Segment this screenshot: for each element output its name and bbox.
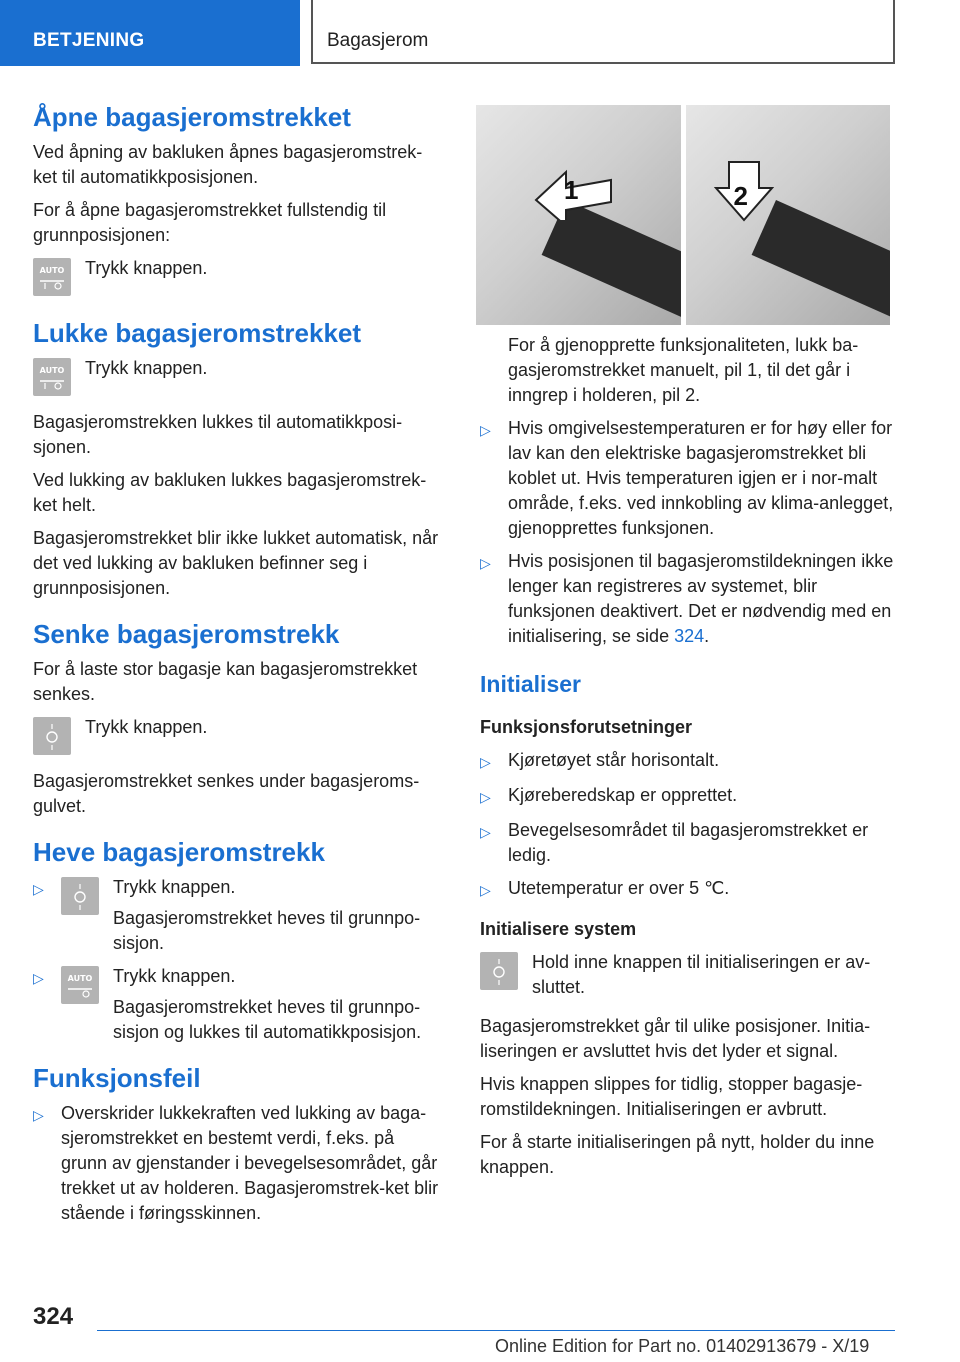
icon-instruction xyxy=(33,256,445,296)
paragraph: Ved lukking av bakluken lukkes bagasjeromstrek-ket helt. xyxy=(33,470,427,515)
page-number: 324 xyxy=(33,1303,74,1330)
bullet-text-end: . xyxy=(704,626,710,646)
subheading-prerequisites: Funksjonsforutsetninger xyxy=(480,717,693,737)
photo-panel-2 xyxy=(686,105,891,325)
bullet-triangle-icon: ▷ xyxy=(480,882,491,898)
lower-button-icon xyxy=(33,717,71,755)
edition-text: Online Edition for Part no. 01402913679 - X/19 xyxy=(495,1336,870,1356)
list-item xyxy=(33,875,445,956)
list-item xyxy=(480,876,895,903)
paragraph: For å starte initialiseringen på nytt, holder du inne knappen. xyxy=(480,1132,875,1177)
list-item xyxy=(480,549,895,649)
icon-instruction-text: Trykk knappen. xyxy=(85,358,208,378)
icon-instruction-text: Trykk knappen. xyxy=(85,717,208,737)
paragraph: Bagasjeromstrekket senkes under bagasjeroms-gulvet. xyxy=(33,771,420,816)
icon-instruction xyxy=(33,356,445,396)
auto-button-icon xyxy=(33,358,71,396)
icon-instruction-text: Hold inne knappen til initialiseringen er av-sluttet. xyxy=(532,952,871,997)
icon-instruction-text: Trykk knappen. xyxy=(85,258,208,278)
bullet-triangle-icon: ▷ xyxy=(480,422,491,438)
photo-label: 2 xyxy=(733,181,748,211)
paragraph: For å laste stor bagasje kan bagasjeromstrekket senkes. xyxy=(33,659,418,704)
heading-malfunction: Funksjonsfeil xyxy=(33,1063,201,1093)
cover-photo xyxy=(476,105,890,325)
icon-instruction xyxy=(33,715,445,755)
paragraph: Bagasjeromstrekken lukkes til automatikkposi-sjonen. xyxy=(33,412,403,457)
heading-close: Lukke bagasjeromstrekket xyxy=(33,318,362,348)
bullet-text: Kjøretøyet står horisontalt. xyxy=(508,750,720,770)
paragraph: Hvis knappen slippes for tidlig, stopper bagasje-romstildekningen. Initialiseringen er avbrutt. xyxy=(480,1074,863,1119)
bullet-triangle-icon: ▷ xyxy=(480,754,491,770)
paragraph: For å gjenopprette funksjonaliteten, lukk ba-gasjeromstrekket manuelt, pil 1, til det går i inngrep i holderen, pil 2. xyxy=(508,335,859,405)
svg-text:AUTO: AUTO xyxy=(39,266,65,275)
paragraph: Bagasjeromstrekket blir ikke lukket automatisk, når det ved lukking av bakluken befinner seg i grunnposisjonen. xyxy=(33,528,439,598)
svg-text:AUTO: AUTO xyxy=(67,974,93,983)
bullet-text: Hvis posisjonen til bagasjeromstildekningen ikke lenger kan registreres av systemet, blir funksjonen deaktivert. Det er nødvendig med en initialisering, se side xyxy=(508,551,894,646)
bullet-triangle-icon: ▷ xyxy=(33,881,44,897)
footer-divider xyxy=(97,1330,895,1331)
chapter-header xyxy=(311,0,895,64)
lower-button-icon xyxy=(480,952,518,990)
icon-instruction xyxy=(480,950,895,1000)
list-item xyxy=(480,748,895,775)
svg-text:AUTO: AUTO xyxy=(39,366,65,375)
photo-label: 1 xyxy=(564,175,579,205)
heading-initialize: Initialiser xyxy=(480,671,581,697)
auto-button-icon xyxy=(33,258,71,296)
section-label: BETJENING xyxy=(33,30,145,51)
right-column xyxy=(480,333,895,1188)
bullet-text: Bagasjeromstrekket heves til grunnpo-sisjon. xyxy=(113,908,421,953)
bullet-triangle-icon: ▷ xyxy=(33,970,44,986)
bullet-text: Overskrider lukkekraften ved lukking av baga-sjeromstrekket en bestemt verdi, f.eks. på grunn av gjenstander i bevegelsesområdet, går trekket ut av holderen. Bagasjeromstrek-ket blir stående i føringsskinnen. xyxy=(61,1103,439,1223)
heading-raise: Heve bagasjeromstrekk xyxy=(33,837,325,867)
subheading-init-system: Initialisere system xyxy=(480,919,637,939)
paragraph: Bagasjeromstrekket går til ulike posisjoner. Initia-liseringen er avsluttet hvis det lyder et signal. xyxy=(480,1016,871,1061)
bullet-text: Hvis omgivelsestemperaturen er for høy eller for lav kan den elektriske bagasjeromstrekket bli koblet ut. Hvis temperaturen igjen er i nor-malt område, f.eks. ved innkobling av klima-anlegget, gjenopprettes funksjonen. xyxy=(508,418,894,538)
bullet-text: Bevegelsesområdet til bagasjeromstrekket er ledig. xyxy=(508,820,869,865)
bullet-text: Utetemperatur er over 5 ℃. xyxy=(508,878,730,898)
heading-lower: Senke bagasjeromstrekk xyxy=(33,619,340,649)
page-link[interactable]: 324 xyxy=(674,626,705,646)
left-column xyxy=(33,100,445,1234)
list-item xyxy=(480,818,895,868)
bullet-text: Trykk knappen. xyxy=(113,877,236,897)
bullet-triangle-icon: ▷ xyxy=(33,1107,44,1123)
bullet-text: Trykk knappen. xyxy=(113,966,236,986)
bullet-triangle-icon: ▷ xyxy=(480,789,491,805)
chapter-title: Bagasjerom xyxy=(327,30,429,51)
bullet-text: Bagasjeromstrekket heves til grunnpo-sisjon og lukkes til automatikkposisjon. xyxy=(113,997,422,1042)
raise-button-icon xyxy=(61,877,99,915)
paragraph: Ved åpning av bakluken åpnes bagasjeromstrek-ket til automatikkposisjonen. xyxy=(33,142,423,187)
heading-open: Åpne bagasjeromstrekket xyxy=(33,102,351,132)
paragraph: For å åpne bagasjeromstrekket fullstendig til grunnposisjonen: xyxy=(33,200,387,245)
list-item xyxy=(480,783,895,810)
list-item xyxy=(33,964,445,1045)
photo-panel-1 xyxy=(476,105,681,325)
bullet-text: Kjøreberedskap er opprettet. xyxy=(508,785,738,805)
bullet-triangle-icon: ▷ xyxy=(480,555,491,571)
bullet-triangle-icon: ▷ xyxy=(480,824,491,840)
list-item xyxy=(33,1101,445,1226)
list-item xyxy=(480,416,895,541)
auto-button-icon xyxy=(61,966,99,1004)
section-tab xyxy=(0,0,300,66)
